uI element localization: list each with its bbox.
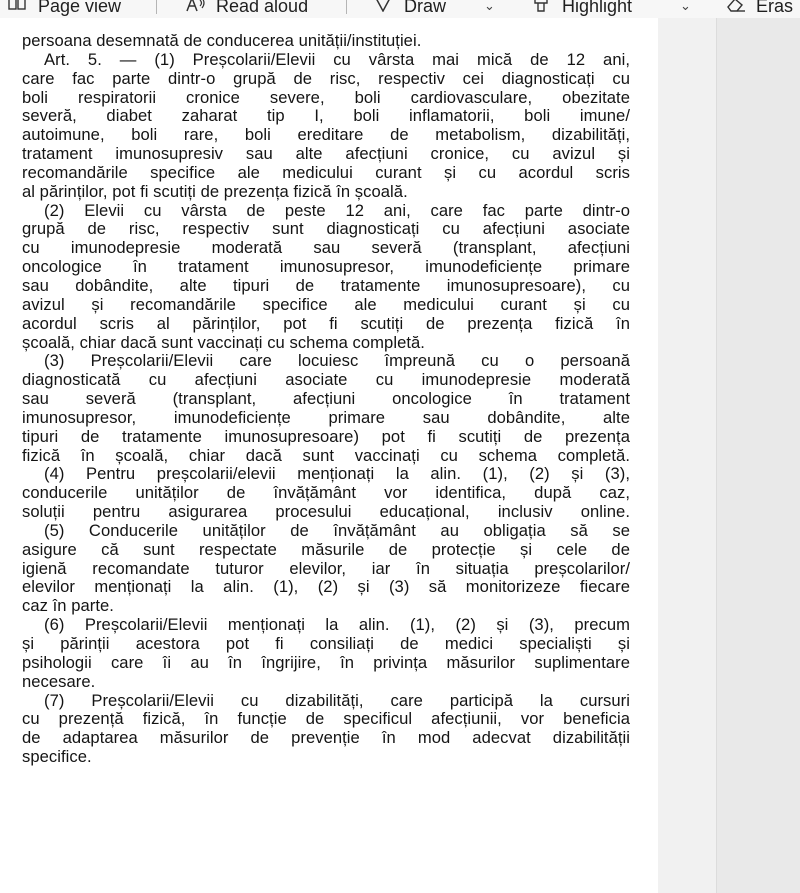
read-aloud-label: Read aloud [216, 0, 309, 16]
document-line: necesare. [22, 671, 96, 691]
erase-button[interactable] [726, 0, 793, 14]
document-line: cu imunodepresie moderată sau severă (transplant, afecțiuni [22, 238, 630, 258]
read-aloud-button[interactable] [186, 0, 308, 14]
document-line: (3) Preșcolarii/Elevii care locuiesc împreună cu o persoană [44, 351, 630, 371]
document-line: și părinții acestora pot fi consiliați de medici specialiști și [22, 634, 630, 653]
document-line: sau dobândite, alte tipuri de tratamente imunosupresoare), cu [22, 275, 630, 295]
highlight-label: Highlight [562, 0, 633, 16]
page-view-button[interactable] [8, 0, 121, 14]
page-view-icon [8, 0, 26, 14]
toolbar-divider [156, 0, 157, 14]
erase-label: Eras [756, 0, 794, 16]
document-line: elevilor menționați la alin. (1), (2) și (3) să monitorizeze fiecare [22, 577, 630, 597]
document-line: boli respiratorii cronice severe, boli cardiovasculare, obezitate [22, 87, 630, 107]
draw-icon [374, 0, 392, 14]
eraser-icon [726, 0, 744, 14]
highlight-button[interactable] [532, 0, 632, 14]
document-line: (2) Elevii cu vârsta de peste 12 ani, care fac parte dintr-o [44, 200, 630, 220]
document-line: imunosupresor, imunodeficiențe primare sau dobândite, alte [22, 407, 630, 427]
document-line: severă, diabet zaharat tip I, boli inflamatorii, boli imune/ [22, 106, 630, 126]
document-line: sau severă (transplant, afecțiuni oncologice în tratament [22, 389, 630, 409]
document-line: fizică în școală, chiar dacă sunt vaccinați cu schema completă. [22, 445, 630, 465]
document-line: diagnosticată cu afecțiuni asociate cu imunodepresie moderată [22, 370, 630, 390]
document-line: grupă de risc, respectiv sunt diagnosticați cu afecțiuni asociate [22, 219, 630, 239]
document-line: (5) Conducerile unităților de învățământ au obligația să se [44, 520, 630, 540]
document-line: asigure că sunt respectate măsurile de protecție și cele de [22, 539, 630, 559]
document-line: caz în parte. [22, 596, 114, 616]
draw-label: Draw [404, 0, 447, 16]
document-line: recomandările specifice ale medicului curant și cu acordul scris [22, 162, 630, 182]
document-line: acordul scris al părinților, pot fi scutiți de prezența fizică în [22, 313, 630, 333]
page-gutter [658, 18, 716, 893]
document-line: (6) Preșcolarii/Elevii menționați la alin. (1), (2) și (3), precum [44, 615, 630, 635]
document-line: școală, chiar dacă sunt vaccinați cu schema completă. [22, 332, 425, 352]
document-body [22, 32, 630, 767]
read-aloud-icon [186, 0, 204, 14]
document-line: specifice. [22, 747, 92, 767]
document-line: Art. 5. — (1) Preșcolarii/Elevii cu vârsta mai mică de 12 ani, [44, 49, 630, 69]
document-line: psihologii care îi au în îngrijire, în privința măsurilor suplimentare [22, 652, 630, 672]
document-line: tratament imunosupresiv sau alte afecțiuni cronice, cu avizul și [22, 144, 630, 164]
document-line: avizul și recomandările specifice ale medicului curant și cu [22, 294, 630, 314]
document-line: al părinților, pot fi scutiți de prezența fizică în școală. [22, 181, 408, 201]
highlight-icon [532, 0, 550, 14]
document-page [0, 18, 658, 893]
document-line: soluții pentru asigurarea procesului educațional, inclusiv online. [22, 502, 630, 522]
draw-chevron-down-icon[interactable]: ⌄ [484, 0, 495, 13]
document-line: (4) Pentru preșcolarii/elevii menționați la alin. (1), (2) și (3), [44, 464, 630, 484]
document-line: tipuri de tratamente imunosupresoare) pot fi scutiți de prezența [22, 426, 630, 446]
document-line: oncologice în tratament imunosupresor, imunodeficiențe primare [22, 257, 630, 277]
draw-button[interactable] [374, 0, 446, 14]
document-line: autoimune, boli rare, boli ereditare de metabolism, dizabilități, [22, 125, 630, 145]
side-panel [716, 18, 800, 893]
document-line: de adaptarea măsurilor de prevenție în mod adecvat dizabilității [22, 728, 630, 748]
document-line: cu prezență fizică, în funcție de specificul afecțiunii, vor beneficia [22, 709, 630, 729]
document-line: persoana desemnată de conducerea unității/instituției. [22, 31, 422, 50]
reader-toolbar [0, 0, 800, 19]
document-line: conducerile unităților de învățământ vor identifica, după caz, [22, 483, 630, 503]
document-line: care fac parte dintr-o grupă de risc, respectiv cei diagnosticați cu [22, 68, 630, 88]
page-view-label: Page view [38, 0, 122, 16]
toolbar-divider [346, 0, 347, 14]
highlight-chevron-down-icon[interactable]: ⌄ [680, 0, 691, 13]
document-line: (7) Preșcolarii/Elevii cu dizabilități, care participă la cursuri [44, 690, 630, 710]
document-line: igienă recomandate tuturor elevilor, iar în situația preșcolarilor/ [22, 558, 630, 578]
